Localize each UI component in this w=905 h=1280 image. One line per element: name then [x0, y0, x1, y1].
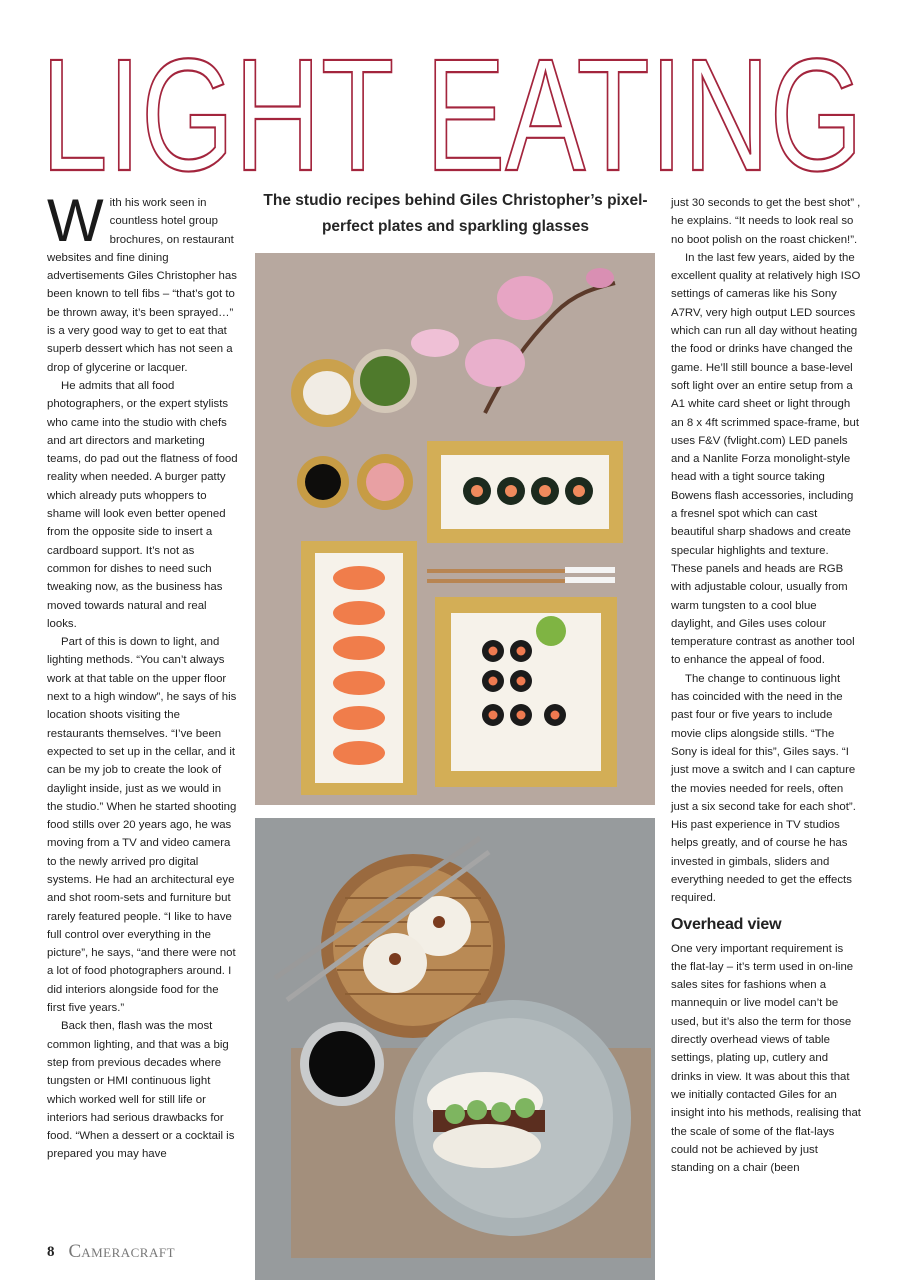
bao-bun-photo — [255, 818, 655, 1280]
body-paragraph: Part of this is down to light, and lighting methods. “You can’t always work at that table on the upper floor next to a high window”, he says of his location shoots visiting the restaurants themselves. “I’ve been expected to set up in the cellar, and it can be my job to create the look of daylight inside, just as we would in the studio.” When he started shooting food stills over 20 years ago, he was moving from a TV and video camera to the newly arrived pro digital systems. He had an architectural eye and shot room-sets and furniture but rarely featured people. “I like to have full control over everything in the picture”, he says, “and there were not a lot of food photographers around. I did interiors alongside food for the first five years.” — [47, 636, 237, 1015]
page-number: 8 — [47, 1243, 55, 1260]
body-paragraph: just 30 seconds to get the best shot” , he explains. “It needs to look real so no boot polish on the roast chicken!”. — [671, 197, 861, 246]
body-paragraph: With his work seen in countless hotel group brochures, on restaurant websites and fine dining advertisements Giles Christopher has been known to tell fibs – “that’s got to be thrown away, it’s been sprayed…” is a very good way to get to eat that superb dessert which has not seen a drop of glycerine or lacquer. — [47, 187, 237, 374]
page-footer — [47, 1241, 175, 1263]
article-title-text: LIGHT EATING — [41, 34, 863, 184]
drop-cap: W — [47, 187, 104, 254]
body-paragraph: The change to continuous light has coincided with the need in the past four or five years to include movie clips alongside stills. “The Sony is ideal for this”, Giles says. “I just move a switch and I can capture the movies needed for reels, often just a six second take for each shot”. His past experience in TV studios helps greatly, and of course he has invested in gimbals, sliders and everything needed to get the effects required. — [671, 672, 856, 905]
left-column — [47, 187, 239, 1164]
body-paragraph: Back then, flash was the most common lighting, and that was a big step from previous decades where tungsten or HMI continuous light which worked well for still life or interiors had serious drawbacks for food. “When a dessert or a cocktail is prepared you may have — [47, 1020, 235, 1161]
body-paragraph: In the last few years, aided by the excellent quality at relatively high ISO settings of cameras like his Sony A7RV, very high output LED sources which can run all day without heating the food or drinks have changed the game. He’ll still bounce a base-level soft light over an entire setup from a A1 white card sheet or light through an 8 x 4ft scrimmed space-frame, but uses F&V (fvlight.com) LED panels and a Nanlite Forza monolight-style head with a tight source taking Bowens flash accessories, including a fresnel spot which can cast beautiful sharp shadows and create specular highlights and texture. These panels and heads are RGB with adjustable colour, usually from warm tungsten to a cool blue daylight, and Giles uses colour temperature contrast as another tool to enhance the appeal of food. — [671, 251, 861, 667]
right-column — [671, 194, 861, 1177]
magazine-logo: CAMERACRAFT — [68, 1241, 176, 1262]
body-paragraph: He admits that all food photographers, or the expert stylists who came into the studio with chefs and art directors and marketing teams, do pad out the flatness of food reality when needed. A burger patty which already puts whoppers to shame will look even better opened from the opposite side to insert a cardboard support. It’s not as common for dishes to need such tweaking now, as the business has moved towards natural and real looks. — [47, 379, 238, 630]
sushi-flatlay-photo — [255, 253, 655, 805]
section-subheading: Overhead view — [671, 915, 782, 933]
article-title — [40, 34, 865, 184]
body-paragraph: One very important requirement is the flat-lay – it’s term used in on-line sales sites for fashions when a mannequin or live model can’t be used, but it’s also the term for those directly overhead views of table settings, plating up, cutlery and drinks in view. It was about this that we initially contacted Giles for an insight into his methods, realising that the scale of some of the flat-lays could not be achieved by just standing on a chair (been — [671, 942, 861, 1175]
standfirst: The studio recipes behind Giles Christopher’s pixel-perfect plates and sparkling glasses — [263, 192, 648, 235]
